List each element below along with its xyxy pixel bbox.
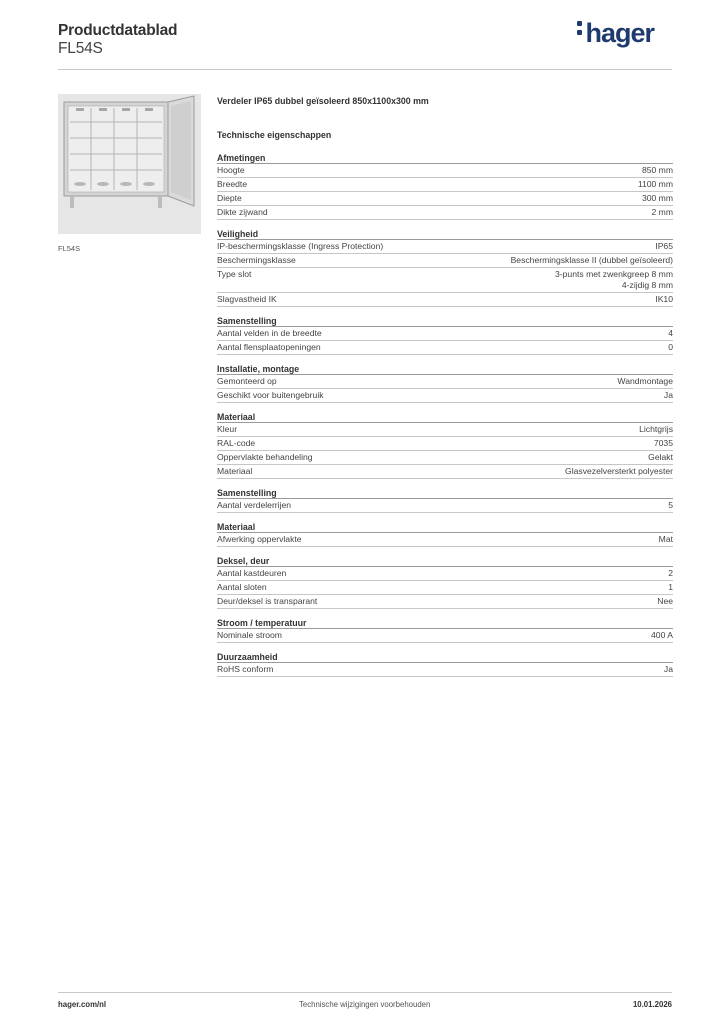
spec-label: Afwerking oppervlakte bbox=[217, 534, 302, 544]
spec-section bbox=[217, 152, 673, 220]
spec-row bbox=[217, 389, 673, 403]
spec-value: Ja bbox=[663, 664, 673, 674]
product-code: FL54S bbox=[58, 40, 103, 57]
spec-row bbox=[217, 268, 673, 293]
spec-value: 4 bbox=[668, 328, 673, 338]
spec-label: Dikte zijwand bbox=[217, 207, 268, 217]
spec-row bbox=[217, 293, 673, 307]
section-title: Afmetingen bbox=[217, 152, 673, 164]
spec-row bbox=[217, 663, 673, 677]
spec-value: 1100 mm bbox=[637, 179, 673, 189]
spec-value: 7035 bbox=[653, 438, 673, 448]
spec-label: Beschermingsklasse bbox=[217, 255, 296, 265]
section-title: Installatie, montage bbox=[217, 363, 673, 375]
spec-row bbox=[217, 595, 673, 609]
section-title: Duurzaamheid bbox=[217, 651, 673, 663]
spec-label: Deur/deksel is transparant bbox=[217, 596, 318, 606]
cabinet-illustration-icon bbox=[58, 94, 201, 234]
spec-row bbox=[217, 375, 673, 389]
spec-row bbox=[217, 240, 673, 254]
spec-value: Glasvezelversterkt polyester bbox=[565, 466, 673, 476]
specifications-content bbox=[217, 96, 673, 685]
spec-label: Kleur bbox=[217, 424, 238, 434]
spec-section bbox=[217, 315, 673, 355]
spec-row bbox=[217, 629, 673, 643]
product-description: Verdeler IP65 dubbel geïsoleerd 850x1100x300 mm bbox=[217, 96, 429, 106]
spec-row bbox=[217, 254, 673, 268]
spec-value: IK10 bbox=[655, 294, 673, 304]
spec-value: Ja bbox=[663, 390, 673, 400]
spec-section bbox=[217, 651, 673, 677]
spec-value: 5 bbox=[668, 500, 673, 510]
spec-value: Wandmontage bbox=[617, 376, 673, 386]
footer-date: 10.01.2026 bbox=[632, 1000, 672, 1009]
section-title: Veiligheid bbox=[217, 228, 673, 240]
spec-value: 850 mm bbox=[641, 165, 673, 175]
spec-row bbox=[217, 178, 673, 192]
footer-disclaimer: Technische wijzigingen voorbehouden bbox=[299, 1000, 431, 1009]
spec-label: Diepte bbox=[217, 193, 242, 203]
spec-value: 2 bbox=[668, 568, 673, 578]
spec-row bbox=[217, 499, 673, 513]
spec-value: 300 mm bbox=[641, 193, 673, 203]
spec-value: Mat bbox=[658, 534, 673, 544]
product-image bbox=[58, 94, 201, 234]
spec-row bbox=[217, 192, 673, 206]
spec-label: IP-beschermingsklasse (Ingress Protection) bbox=[217, 241, 384, 251]
spec-label: Type slot bbox=[217, 269, 252, 279]
spec-section bbox=[217, 555, 673, 609]
spec-label: Materiaal bbox=[217, 466, 253, 476]
spec-row bbox=[217, 581, 673, 595]
document-title: Productdatablad bbox=[58, 22, 178, 39]
section-title: Deksel, deur bbox=[217, 555, 673, 567]
footer-website[interactable]: hager.com/nl bbox=[58, 1000, 107, 1009]
spec-section bbox=[217, 228, 673, 307]
logo-dots-icon bbox=[577, 21, 582, 39]
page-footer bbox=[58, 992, 672, 1016]
spec-row bbox=[217, 533, 673, 547]
image-caption: FL54S bbox=[58, 244, 81, 253]
spec-label: Slagvastheid IK bbox=[217, 294, 277, 304]
spec-section bbox=[217, 617, 673, 643]
spec-label: Geschikt voor buitengebruik bbox=[217, 390, 324, 400]
spec-row bbox=[217, 451, 673, 465]
spec-row bbox=[217, 341, 673, 355]
spec-label: Gemonteerd op bbox=[217, 376, 277, 386]
spec-row bbox=[217, 437, 673, 451]
spec-value: 0 bbox=[668, 342, 673, 352]
spec-label: Hoogte bbox=[217, 165, 245, 175]
section-title: Stroom / temperatuur bbox=[217, 617, 673, 629]
spec-section bbox=[217, 411, 673, 479]
section-title: Samenstelling bbox=[217, 487, 673, 499]
spec-section bbox=[217, 363, 673, 403]
spec-label: Aantal flensplaatopeningen bbox=[217, 342, 321, 352]
section-title: Materiaal bbox=[217, 521, 673, 533]
spec-value: Lichtgrijs bbox=[639, 424, 673, 434]
spec-label: Aantal sloten bbox=[217, 582, 267, 592]
spec-label: Aantal kastdeuren bbox=[217, 568, 287, 578]
spec-label: RoHS conform bbox=[217, 664, 274, 674]
spec-value: 1 bbox=[668, 582, 673, 592]
spec-section bbox=[217, 487, 673, 513]
spec-row bbox=[217, 164, 673, 178]
section-title: Samenstelling bbox=[217, 315, 673, 327]
spec-row bbox=[217, 327, 673, 341]
spec-label: RAL-code bbox=[217, 438, 256, 448]
spec-label: Nominale stroom bbox=[217, 630, 282, 640]
spec-row bbox=[217, 206, 673, 220]
spec-value: 400 A bbox=[651, 630, 673, 640]
spec-row bbox=[217, 567, 673, 581]
spec-label: Breedte bbox=[217, 179, 248, 189]
section-title: Materiaal bbox=[217, 411, 673, 423]
technical-properties-heading: Technische eigenschappen bbox=[217, 130, 332, 140]
spec-value: IP65 bbox=[655, 241, 673, 251]
spec-value: Nee bbox=[657, 596, 673, 606]
spec-sections bbox=[217, 152, 673, 677]
spec-label: Aantal verdelerrijen bbox=[217, 500, 292, 510]
spec-value: 3-punts met zwenkgreep 8 mm 4-zijdig 8 mm bbox=[555, 269, 673, 290]
spec-section bbox=[217, 521, 673, 547]
hager-logo bbox=[577, 18, 654, 49]
logo-text: hager bbox=[585, 18, 654, 48]
page-header bbox=[58, 20, 672, 70]
spec-row bbox=[217, 423, 673, 437]
spec-value: Gelakt bbox=[648, 452, 673, 462]
spec-value: 2 mm bbox=[651, 207, 673, 217]
spec-label: Oppervlakte behandeling bbox=[217, 452, 313, 462]
spec-value: Beschermingsklasse II (dubbel geïsoleerd) bbox=[510, 255, 673, 265]
spec-row bbox=[217, 465, 673, 479]
spec-label: Aantal velden in de breedte bbox=[217, 328, 322, 338]
